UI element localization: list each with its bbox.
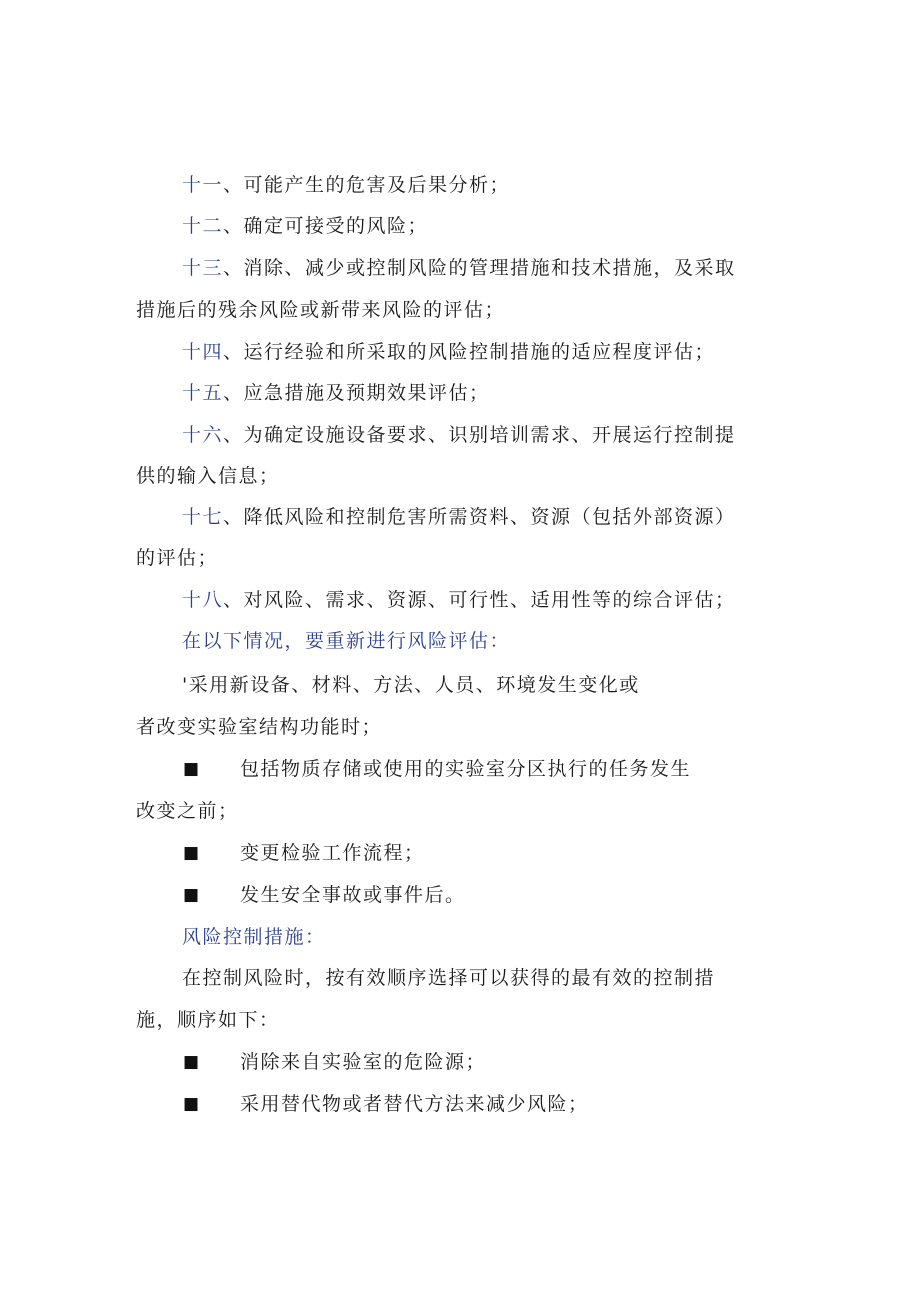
control-heading: 风险控制措施：: [182, 926, 326, 948]
item-number: 十三: [182, 257, 224, 279]
reassess-first-line: '采用新设备、材料、方法、人员、环境发生变化或: [182, 674, 640, 696]
item-number: 十五: [182, 382, 224, 404]
list-item-15: [182, 381, 490, 405]
item-number: 十八: [182, 589, 224, 611]
control-bullet-2: 采用替代物或者替代方法来减少风险；: [240, 1093, 589, 1115]
list-item-11: [182, 173, 510, 197]
item-text: 、可能产生的危害及后果分析；: [223, 174, 511, 196]
item-number: 十一: [182, 174, 224, 196]
list-item-16: [182, 423, 736, 447]
reassess-first-continuation: 者改变实验室结构功能时；: [136, 716, 383, 738]
item-text: 、为确定设施设备要求、识别培训需求、开展运行控制提: [223, 424, 736, 446]
list-item-18: [182, 588, 736, 612]
control-bullet-1: 消除来自实验室的危险源；: [240, 1051, 487, 1073]
list-item-16-continuation: 供的输入信息；: [136, 465, 280, 487]
item-text: 、运行经验和所采取的风险控制措施的适应程度评估；: [223, 341, 716, 363]
item-text: 、对风险、需求、资源、可行性、适用性等的综合评估；: [223, 589, 736, 611]
item-text: 、降低风险和控制危害所需资料、资源（包括外部资源）: [223, 506, 736, 528]
bullet-square-icon: ■: [183, 843, 200, 863]
item-text: 、确定可接受的风险；: [223, 215, 429, 237]
list-item-17-continuation: 的评估；: [136, 547, 219, 569]
reassess-bullet-1-continuation: 改变之前；: [136, 800, 239, 822]
control-paragraph-continuation: 施，顺序如下：: [136, 1009, 280, 1031]
item-number: 十七: [182, 506, 224, 528]
bullet-square-icon: ■: [183, 1094, 200, 1114]
bullet-square-icon: ■: [183, 759, 200, 779]
list-item-14: [182, 340, 715, 364]
reassess-bullet-3: 发生安全事故或事件后。: [240, 884, 466, 906]
reassess-bullet-2: 变更检验工作流程；: [240, 842, 425, 864]
reassess-heading: 在以下情况，要重新进行风险评估：: [182, 630, 511, 652]
list-item-13-continuation: 措施后的残余风险或新带来风险的评估；: [136, 299, 506, 321]
bullet-square-icon: ■: [183, 1052, 200, 1072]
reassess-bullet-1: 包括物质存储或使用的实验室分区执行的任务发生: [240, 758, 692, 780]
item-text: 、应急措施及预期效果评估；: [223, 382, 490, 404]
control-paragraph: 在控制风险时，按有效顺序选择可以获得的最有效的控制措: [182, 967, 716, 989]
list-item-17: [182, 505, 736, 529]
list-item-12: [182, 214, 428, 238]
item-number: 十四: [182, 341, 224, 363]
item-number: 十二: [182, 215, 224, 237]
item-number: 十六: [182, 424, 224, 446]
item-text: 、消除、减少或控制风险的管理措施和技术措施，及采取: [223, 257, 736, 279]
bullet-square-icon: ■: [183, 885, 200, 905]
list-item-13: [182, 256, 736, 280]
